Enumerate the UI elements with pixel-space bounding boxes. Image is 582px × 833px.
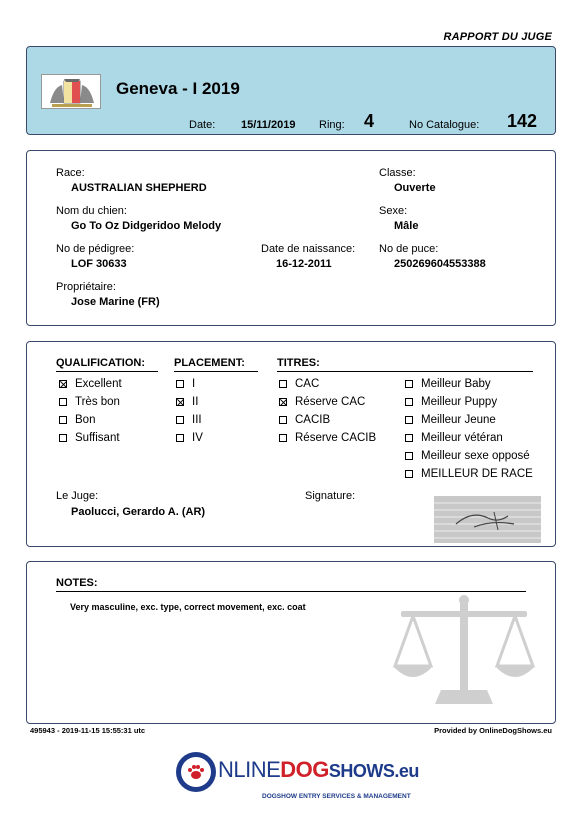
checkbox bbox=[405, 416, 413, 424]
paw-icon bbox=[186, 762, 206, 782]
award-meilleur-puppy: Meilleur Puppy bbox=[405, 396, 497, 408]
notes-panel bbox=[26, 561, 556, 724]
placement-4: IV bbox=[176, 432, 203, 444]
provided-by: Provided by OnlineDogShows.eu bbox=[434, 726, 552, 735]
titres-underline bbox=[277, 371, 533, 372]
checkbox bbox=[176, 398, 184, 406]
placement-1: I bbox=[176, 378, 195, 390]
ring-label: Ring: bbox=[319, 119, 345, 131]
judge-value: Paolucci, Gerardo A. (AR) bbox=[71, 506, 206, 518]
qualification-tres-bon: Très bon bbox=[59, 396, 120, 408]
placement-underline bbox=[174, 371, 258, 372]
award-meilleur-jeune: Meilleur Jeune bbox=[405, 414, 496, 426]
qualification-underline bbox=[56, 371, 158, 372]
checkbox bbox=[405, 470, 413, 478]
results-panel bbox=[26, 341, 556, 547]
notes-heading: NOTES: bbox=[56, 577, 98, 589]
signature-label: Signature: bbox=[305, 490, 356, 502]
titre-cac: CAC bbox=[279, 378, 319, 390]
checkbox bbox=[176, 380, 184, 388]
checkbox bbox=[176, 434, 184, 442]
classe-label: Classe: bbox=[379, 167, 416, 179]
report-id-stamp: 495943 - 2019-11-15 15:55:31 utc bbox=[30, 726, 146, 735]
signature-image bbox=[434, 496, 541, 543]
sexe-label: Sexe: bbox=[379, 205, 408, 217]
checkbox bbox=[405, 452, 413, 460]
race-value: AUSTRALIAN SHEPHERD bbox=[71, 182, 207, 194]
dog-name-value: Go To Oz Didgeridoo Melody bbox=[71, 220, 222, 232]
checkbox bbox=[405, 398, 413, 406]
dog-name-label: Nom du chien: bbox=[56, 205, 127, 217]
judge-label: Le Juge: bbox=[56, 490, 99, 502]
report-title: RAPPORT DU JUGE bbox=[443, 31, 552, 43]
qualification-bon: Bon bbox=[59, 414, 95, 426]
chip-value: 250269604553388 bbox=[394, 258, 486, 270]
placement-heading: PLACEMENT: bbox=[174, 357, 245, 369]
geneva-crest-icon bbox=[41, 74, 101, 109]
checkbox bbox=[59, 416, 67, 424]
date-value: 15/11/2019 bbox=[241, 119, 296, 131]
birth-date-value: 16-12-2011 bbox=[276, 258, 332, 270]
qualification-heading: QUALIFICATION: bbox=[56, 357, 146, 369]
owner-value: Jose Marine (FR) bbox=[71, 296, 160, 308]
titres-heading: TITRES: bbox=[277, 357, 320, 369]
dog-info-panel bbox=[26, 150, 556, 326]
titre-reserve-cacib: Réserve CACIB bbox=[279, 432, 376, 444]
titre-reserve-cac: Réserve CAC bbox=[279, 396, 365, 408]
award-meilleur-veteran: Meilleur vétéran bbox=[405, 432, 503, 444]
checkbox bbox=[405, 434, 413, 442]
pedigree-label: No de pédigree: bbox=[56, 243, 135, 255]
award-meilleur-baby: Meilleur Baby bbox=[405, 378, 491, 390]
notes-underline bbox=[56, 591, 526, 592]
catalogue-label: No Catalogue: bbox=[409, 119, 480, 131]
onlinedogshows-logo bbox=[176, 752, 419, 806]
event-title: Geneva - I 2019 bbox=[116, 79, 240, 98]
event-header bbox=[26, 46, 556, 135]
logo-tagline: DOGSHOW ENTRY SERVICES & MANAGEMENT bbox=[262, 793, 411, 800]
catalogue-value: 142 bbox=[507, 111, 538, 131]
award-meilleur-sexe-oppose: Meilleur sexe opposé bbox=[405, 450, 530, 462]
checkbox bbox=[279, 398, 287, 406]
birth-date-label: Date de naissance: bbox=[261, 243, 356, 255]
scale-of-justice-icon bbox=[393, 594, 535, 709]
titre-cacib: CACIB bbox=[279, 414, 330, 426]
logo-wordmark: NLINEDOGSHOWS.eu bbox=[218, 757, 419, 782]
checkbox bbox=[405, 380, 413, 388]
chip-label: No de puce: bbox=[379, 243, 439, 255]
qualification-excellent: Excellent bbox=[59, 378, 122, 390]
date-label: Date: bbox=[189, 119, 216, 131]
award-meilleur-de-race: MEILLEUR DE RACE bbox=[405, 468, 533, 480]
owner-label: Propriétaire: bbox=[56, 281, 116, 293]
placement-2: II bbox=[176, 396, 198, 408]
checkbox bbox=[279, 434, 287, 442]
race-label: Race: bbox=[56, 167, 85, 179]
notes-text: Very masculine, exc. type, correct movement, exc. coat bbox=[70, 602, 306, 612]
qualification-suffisant: Suffisant bbox=[59, 432, 120, 444]
sexe-value: Mâle bbox=[394, 220, 419, 232]
placement-3: III bbox=[176, 414, 202, 426]
checkbox bbox=[279, 416, 287, 424]
classe-value: Ouverte bbox=[394, 182, 436, 194]
logo-o-icon bbox=[176, 752, 216, 792]
checkbox bbox=[279, 380, 287, 388]
ring-value: 4 bbox=[364, 111, 375, 131]
checkbox bbox=[59, 434, 67, 442]
checkbox bbox=[59, 380, 67, 388]
pedigree-value: LOF 30633 bbox=[71, 258, 127, 270]
checkbox bbox=[176, 416, 184, 424]
checkbox bbox=[59, 398, 67, 406]
